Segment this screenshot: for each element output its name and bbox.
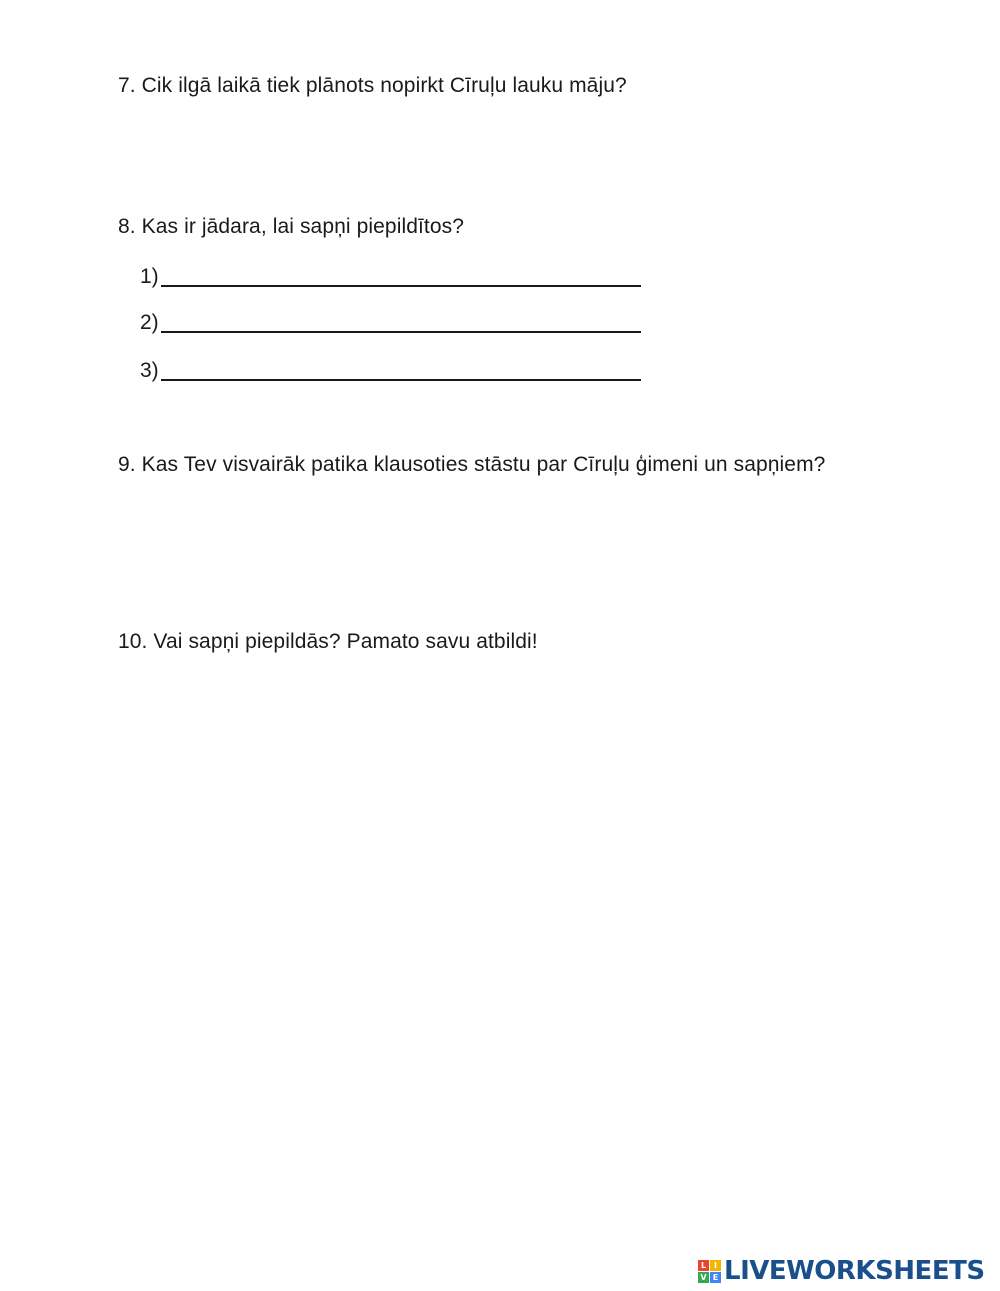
logo-mark-tile: V [698, 1272, 709, 1283]
answer-line-number: 2) [140, 311, 159, 334]
logo-mark-tile: I [710, 1260, 721, 1271]
logo-text: LIVEWORKSHEETS [724, 1256, 985, 1286]
logo-mark-tile: L [698, 1260, 709, 1271]
answer-line-2[interactable] [140, 308, 641, 338]
question-9: 9. Kas Tev visvairāk patika klausoties stāstu par Cīruļu ģimeni un sapņiem? [118, 453, 826, 476]
question-7: 7. Cik ilgā laikā tiek plānots nopirkt Cīruļu lauku māju? [118, 74, 627, 97]
logo-mark-tile: E [710, 1272, 721, 1283]
answer-blank[interactable] [161, 265, 641, 287]
question-8: 8. Kas ir jādara, lai sapņi piepildītos? [118, 215, 465, 238]
logo-mark-icon [698, 1260, 721, 1283]
question-10: 10. Vai sapņi piepildās? Pamato savu atbildi! [118, 630, 538, 653]
answer-line-1[interactable] [140, 262, 641, 292]
answer-blank[interactable] [161, 311, 641, 333]
answer-line-number: 3) [140, 359, 159, 382]
answer-line-3[interactable] [140, 356, 641, 386]
answer-line-number: 1) [140, 265, 159, 288]
liveworksheets-logo [698, 1256, 985, 1286]
answer-blank[interactable] [161, 359, 641, 381]
